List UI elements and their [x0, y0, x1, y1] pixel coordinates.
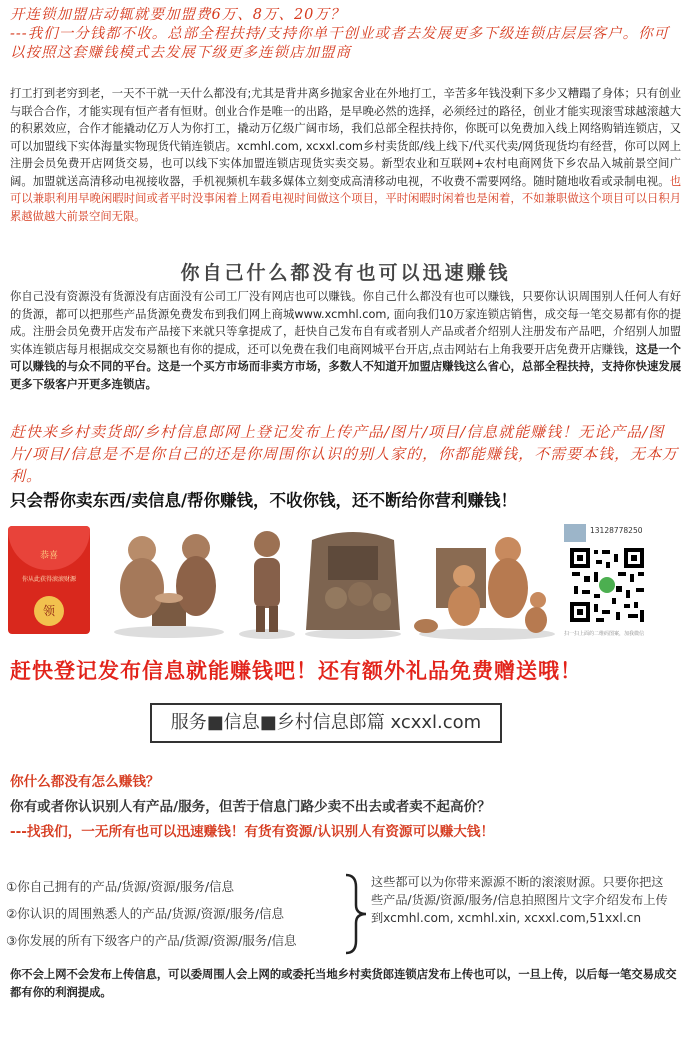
phone-number: 13128778250: [590, 526, 643, 535]
intro-text: 打工打到老穷到老，一天不干就一天什么都没有;尤其是背井离乡抛家舍业在外地打工，辛苦多年钱没剩下多少又糟蹋了身体；只有创业与联合合作，才能实现有恒产者有恒财。创业合作是唯一的出路，是早晚必然的选择，必须经过的路径，创业才能实现滚雪球越滚越大的积累效应，合作才能撬动亿万人为你打工，撬动万亿级广阔市场，我们总部全程扶持你，你既可以免费加入线上网络购销连锁店，又可以加盟线下实体海量实物现货代销连锁店。xcmhl.com, xcxxl.com乡村卖货郎/线上线下/代买代卖/网货现货均有经营，你可以网上注册会员免费开店网货交易，也可以线下实体加盟连锁店现货实卖交易。新型农业和互联网+农村电商网货下乡农品入城前景空间广阔。加盟就送高清移动电视接收器，手机视频机车载多媒体立刻变成高清移动电视，不收费不需要网络。随时随地收看或录制电视。: [10, 87, 681, 188]
profile-thumbnail: [564, 524, 586, 542]
red-envelope-title: 恭喜: [39, 551, 58, 561]
question-2: 你有或者你认识别人有产品/服务，但苦于信息门路少卖不出去或者卖不起高价？: [10, 799, 491, 815]
qr-caption: 扫一扫上面的二维码图案，加我微信: [564, 631, 645, 637]
footer-note: 你不会上网不会发布上传信息，可以委周围人会上网的或委托当地乡村卖货郎连锁店发布上传也可以，一旦上传，以后每一笔交易成交都有你的利润提成。: [10, 968, 677, 999]
handwritten-promo: 赶快来乡村卖货郎/乡村信息郎网上登记发布上传产品/图片/项目/信息就能赚钱！无论产品/图片/项目/信息是不是你自己的还是你周围你认识的别人家的，你都能赚钱，不需要本钱，无本万利。: [10, 423, 679, 485]
earn-bold-text: 这是一个可以赚钱的与众不同的平台。这是一个买方市场而非卖方市场，多数人不知道开加盟店赚钱这么省心，总部全程扶持，支持你快速发展更多下级客户开更多连锁店。: [10, 342, 681, 391]
red-envelope-subtitle: 你从此获得滚滚财源: [21, 576, 76, 583]
clay-figurine-couple-image: [104, 520, 234, 640]
list-item: ①你自己拥有的产品/货源/资源/服务/信息: [6, 879, 235, 894]
section-heading: 你自己什么都没有也可以迅速赚钱: [180, 262, 511, 284]
red-envelope-image: [8, 526, 90, 634]
red-envelope-coin: 领: [34, 596, 64, 626]
question-1: 你什么都没有怎么赚钱？: [10, 774, 160, 790]
earn-paragraph: [10, 288, 681, 393]
resource-lists: [6, 873, 676, 953]
intro-paragraph: [10, 85, 681, 225]
headline-line2: ---我们一分钱都不收。总部全程扶持/支持你单干创业或者去发展更多下级连锁店层层客户。你可以按照这套赚钱模式去发展下级更多连锁店加盟商: [10, 26, 670, 61]
headline-line1: 开连锁加盟店动辄就要加盟费6万、8万、20万？: [10, 7, 346, 23]
qr-code-image: [568, 546, 646, 624]
headline: [10, 6, 681, 63]
question-3: ---找我们，一无所有也可以迅速赚钱！有货有资源/认识别人有资源可以赚大钱！: [10, 824, 495, 840]
clay-relief-carving-image: [298, 520, 408, 640]
curly-brace-icon: [342, 873, 372, 955]
resource-list-left: [6, 873, 297, 954]
slogan-register: 赶快登记发布信息就能赚钱吧！还有额外礼品免费赠送哦！: [10, 659, 582, 683]
intro-red-text: 也可以兼职利用早晚闲暇时间或者平时没事闲着上网看电视时间做这个项目，平时闲暇时闲着也是闲着，不如兼职做这个项目可以日积月累越做越大前景空间无限。: [10, 174, 681, 223]
question-block: [10, 770, 681, 845]
list-item: ②你认识的周围熟悉人的产品/货源/资源/服务/信息: [6, 906, 285, 921]
clay-figurine-standing-image: [232, 522, 302, 640]
list-item: ③你发展的所有下级客户的产品/货源/资源/服务/信息: [6, 933, 297, 948]
image-row: [8, 520, 683, 640]
resource-list-right: 这些都可以为你带来源源不断的滚滚财源。只要你把这些产品/货源/资源/服务/信息拍照图片文字介绍发布上传到xcmhl.com, xcmhl.xin, xcxxl.com,51xxl.cn: [371, 875, 668, 925]
earn-text: 你自己没有资源没有货源没有店面没有公司工厂没有网店也可以赚钱。你自己什么都没有也可以赚钱，只要你认识周围别人任何人有好的货源，都可以把那些产品货源免费发布到我们网上商城www.xcmhl.com, 面向我们10万家连锁店销售，成交每一笔交易都有你的提成。注册会员免费开店发布产品接下来就只等拿提成了，赶快自己发布自有或者别人产品或者介绍别人注册发布产品吧，介绍别人加盟实体连锁店每月根据成交交易额也有你的提成，还可以免费在我们电商网城平台开店,点击网站右上角我要开店免费开店赚钱，: [10, 290, 681, 356]
slogan-help: 只会帮你卖东西/卖信息/帮你赚钱，不收你钱，还不断给你营利赚钱！: [10, 491, 518, 510]
wechat-qr-block: [564, 524, 660, 636]
clay-figurine-family-image: [412, 524, 562, 640]
brand-box: 服务■信息■乡村信息郎篇 xcxxl.com: [150, 703, 502, 743]
